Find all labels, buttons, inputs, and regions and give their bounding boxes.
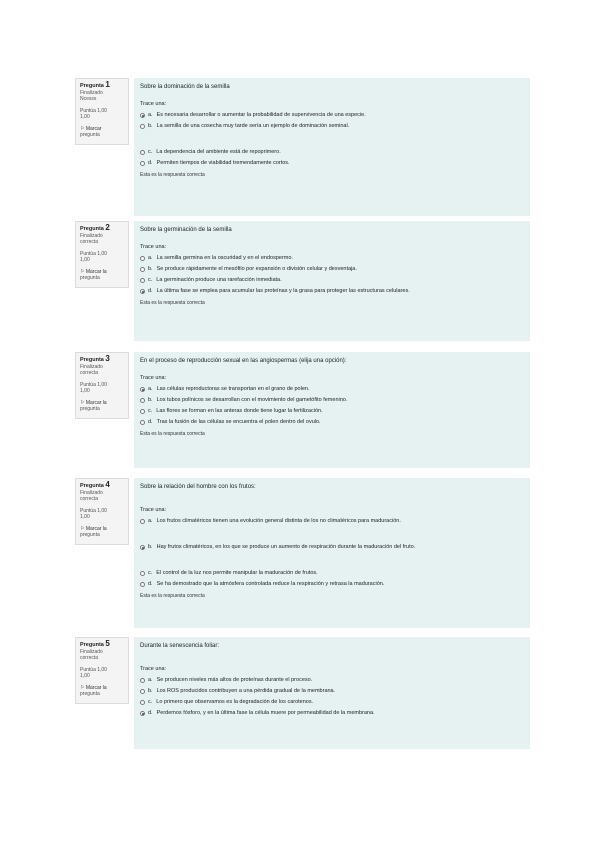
radio-button[interactable]: [140, 519, 145, 524]
question-status: Finalizado: [80, 232, 103, 239]
flag-label-2: pregunta: [80, 406, 100, 412]
question-number: 5: [105, 639, 110, 648]
answer-option[interactable]: a. La semilla germina en la oscuridad y en el endospermo.: [140, 254, 524, 262]
radio-button[interactable]: [140, 289, 145, 294]
radio-button[interactable]: [140, 256, 145, 261]
flag-label: Marcar la: [85, 399, 107, 406]
answer-option[interactable]: c. El control de la luz nos permite manipular la maduración de frutos.: [140, 569, 524, 577]
answer-option[interactable]: a. Los frutos climatéricos tienen una evolución general distinta de los no climatéricos para maduración.: [140, 517, 524, 525]
question-score: Puntúa 1,00: [80, 107, 107, 114]
question-status-result: correcta: [80, 496, 99, 502]
radio-button[interactable]: [140, 545, 145, 550]
radio-button[interactable]: [140, 689, 145, 694]
question-score-max: 1,00: [80, 673, 90, 679]
flag-label-2: pregunta: [80, 132, 100, 138]
question-label: Pregunta: [80, 226, 104, 232]
answer-option[interactable]: d. Permiten tiempos de viabilidad tremendamente cortos.: [140, 159, 524, 167]
question-status-result: correcta: [80, 655, 99, 661]
question-label: Pregunta: [80, 483, 104, 489]
radio-button[interactable]: [140, 582, 145, 587]
feedback-text: Esta es la respuesta correcta: [140, 431, 205, 437]
feedback-text: Esta es la respuesta correcta: [140, 172, 205, 178]
question-label: Pregunta: [80, 642, 104, 648]
flag-label-2: pregunta: [80, 275, 100, 281]
question-text: Sobre la germinación de la semilla: [140, 227, 232, 233]
question-text: En el proceso de reproducción sexual en las angiospermas (elija una opción):: [140, 358, 347, 364]
question-score: Puntúa 1,00: [80, 250, 107, 257]
question-score-max: 1,00: [80, 257, 90, 263]
flag-icon: ⚐: [80, 525, 85, 532]
question-prompt: Trace una:: [140, 244, 167, 250]
question-score: Puntúa 1,00: [80, 666, 107, 673]
question-score: Puntúa 1,00: [80, 381, 107, 388]
question-content: [134, 221, 530, 341]
question-score-max: 1,00: [80, 114, 90, 120]
question-label: Pregunta: [80, 357, 104, 363]
flag-icon: ⚐: [80, 399, 85, 406]
question-prompt: Trace una:: [140, 375, 167, 381]
radio-button[interactable]: [140, 113, 145, 118]
question-prompt: Trace una:: [140, 666, 167, 672]
flag-label-2: pregunta: [80, 691, 100, 697]
flag-icon: ⚐: [80, 268, 85, 275]
answer-option[interactable]: b. La semilla de una cosecha muy tarde sería un ejemplo de dominación seminal.: [140, 122, 524, 130]
feedback-text: Esta es la respuesta correcta: [140, 300, 205, 306]
answer-option[interactable]: b. Se produce rápidamente el mesófilo por expansión o división celular y desventaja.: [140, 265, 524, 273]
question-text: Sobre la dominación de la semilla: [140, 84, 230, 90]
answer-option[interactable]: a. Se producen niveles más altos de proteínas durante el proceso.: [140, 676, 524, 684]
question-content: [134, 78, 530, 216]
radio-button[interactable]: [140, 700, 145, 705]
question-content: [134, 352, 530, 468]
answer-option[interactable]: d. Tras la fusión de las células se encuentra el polen dentro del ovulo.: [140, 418, 524, 426]
question-number: 3: [105, 354, 110, 363]
answer-option[interactable]: c. Las flores se forman en las anteras donde tiene lugar la fertilización.: [140, 407, 524, 415]
answer-option[interactable]: a. Es necesaria desarrollar o aumentar la probabilidad de supervivencia de una especie.: [140, 111, 524, 119]
question-status-result: correcta: [80, 370, 99, 376]
question-score: Puntúa 1,00: [80, 507, 107, 514]
question-info: [75, 352, 129, 419]
flag-label: Marcar la: [85, 268, 107, 275]
question-status-result: Ncesss: [80, 96, 97, 102]
question-info: [75, 478, 129, 545]
radio-button[interactable]: [140, 420, 145, 425]
radio-button[interactable]: [140, 278, 145, 283]
radio-button[interactable]: [140, 150, 145, 155]
question-score-max: 1,00: [80, 514, 90, 520]
feedback-text: Esta es la respuesta correcta: [140, 593, 205, 599]
question-content: [134, 478, 530, 628]
radio-button[interactable]: [140, 678, 145, 683]
question-info: [75, 221, 129, 288]
answer-option[interactable]: b. Los tubos polínicos se desarrollan con el movimiento del gametófito femenino.: [140, 396, 524, 404]
radio-button[interactable]: [140, 124, 145, 129]
answer-option[interactable]: c. La dependencia del ambiente está de repoprimero.: [140, 148, 524, 156]
flag-icon: ⚐: [80, 125, 85, 132]
question-status-result: correcta: [80, 239, 99, 245]
answer-option[interactable]: d. Se ha demostrado que la atmósfera controlada reduce la respiración y retrasa la maduración.: [140, 580, 524, 588]
question-prompt: Trace una:: [140, 101, 167, 107]
question-prompt: Trace una:: [140, 507, 167, 513]
question-status: Finalizado: [80, 648, 103, 655]
radio-button[interactable]: [140, 398, 145, 403]
answer-option[interactable]: b. Hay frutos climatéricos, en los que se produce un aumento de respiración durante la maduración del fruto.: [140, 543, 524, 551]
answer-option[interactable]: b. Los ROS producidos contribuyen a una pérdida gradual de la membrana.: [140, 687, 524, 695]
radio-button[interactable]: [140, 711, 145, 716]
question-score-max: 1,00: [80, 388, 90, 394]
answer-option[interactable]: a. Las células reproductoras se transportan en el grano de polen.: [140, 385, 524, 393]
question-content: [134, 637, 530, 749]
radio-button[interactable]: [140, 387, 145, 392]
question-status: Finalizado: [80, 89, 103, 96]
question-status: Finalizado: [80, 363, 103, 370]
question-text: Sobre la relación del hombre con los frutos:: [140, 484, 256, 490]
question-status: Finalizado: [80, 489, 103, 496]
question-number: 2: [105, 223, 110, 232]
question-text: Durante la senescencia foliar:: [140, 643, 220, 649]
radio-button[interactable]: [140, 161, 145, 166]
radio-button[interactable]: [140, 267, 145, 272]
radio-button[interactable]: [140, 409, 145, 414]
answer-option[interactable]: d. La última fase se emplea para acumular las proteínas y la grasa para proteger las estructuras celulares.: [140, 287, 524, 295]
flag-label: Marcar: [85, 125, 102, 132]
question-number: 1: [105, 80, 110, 89]
question-number: 4: [105, 480, 110, 489]
radio-button[interactable]: [140, 571, 145, 576]
question-info: [75, 78, 129, 145]
flag-label: Marcar la: [85, 525, 107, 532]
flag-label-2: pregunta: [80, 532, 100, 538]
answer-option[interactable]: c. Lo primero que observamos es la degradación de los carotenos.: [140, 698, 524, 706]
answer-option[interactable]: d. Perdemos fósforo, y en la última fase la célula muere por permeabilidad de la membrana.: [140, 709, 524, 717]
flag-icon: ⚐: [80, 684, 85, 691]
question-info: [75, 637, 129, 704]
question-label: Pregunta: [80, 83, 104, 89]
answer-option[interactable]: c. La germinación produce una rarefacción inmediata.: [140, 276, 524, 284]
flag-label: Marcar la: [85, 684, 107, 691]
